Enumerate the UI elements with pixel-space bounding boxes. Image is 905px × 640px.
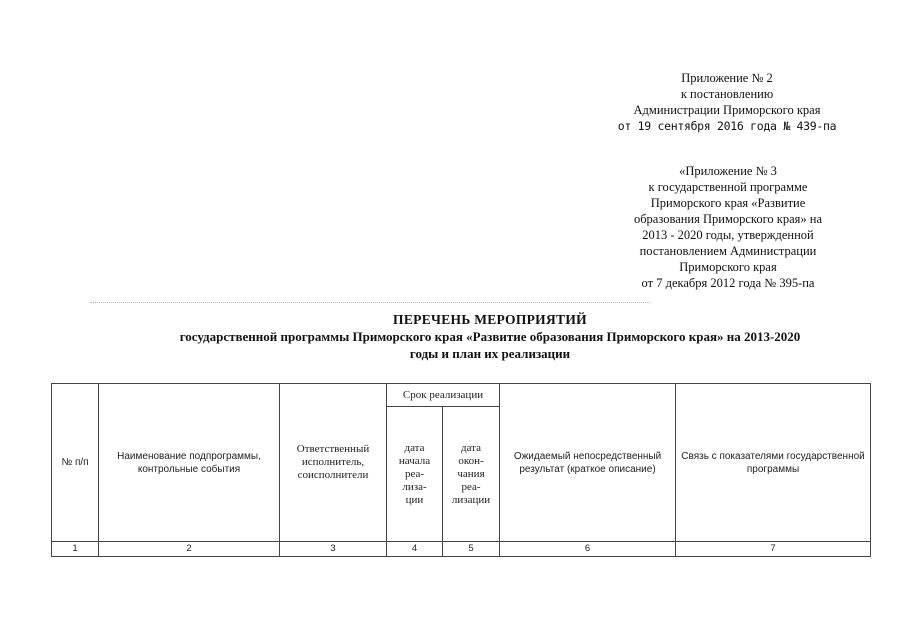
header-num: № п/п — [52, 384, 99, 542]
column-number: 2 — [99, 542, 280, 557]
table-header-row — [52, 384, 871, 407]
header-start-line: ции — [405, 493, 424, 506]
column-number: 6 — [500, 542, 676, 557]
document-subtitle: государственной программы Приморского края «Развитие образования Приморского края» на 2013-2020 — [179, 329, 801, 344]
appendix-main-block — [612, 70, 842, 134]
header-end-date — [443, 407, 500, 542]
document-subtitle-continued: годы и план их реализации — [409, 346, 571, 361]
header-executor: Ответственный исполнитель, соисполнители — [280, 384, 387, 542]
column-number: 4 — [387, 542, 443, 557]
appendix-program-line: Приморского края — [679, 260, 777, 274]
header-end-line: реа- — [461, 480, 481, 493]
appendix-program-line: «Приложение № 3 — [679, 164, 777, 178]
appendix-program-line: 2013 - 2020 годы, утвержденной — [642, 228, 814, 242]
header-start-line: лиза- — [402, 480, 427, 493]
appendix-main-line: Приложение № 2 — [681, 71, 773, 85]
appendix-program-line: к государственной программе — [648, 180, 808, 194]
activities-table — [51, 383, 871, 557]
divider — [90, 302, 650, 304]
column-number: 1 — [52, 542, 99, 557]
header-name: Наименование подпрограммы, контрольные события — [99, 384, 280, 542]
appendix-program-block — [598, 163, 858, 291]
column-number-row — [52, 542, 871, 557]
decree-date-number: от 19 сентября 2016 года № 439-па — [617, 119, 837, 133]
header-end-line: дата — [460, 441, 482, 454]
column-number: 7 — [676, 542, 871, 557]
appendix-main-line: Администрации Приморского края — [633, 103, 821, 117]
header-result: Ожидаемый непосредственный результат (краткое описание) — [500, 384, 676, 542]
header-end-line: лизации — [451, 493, 491, 506]
document-title-block — [100, 311, 880, 362]
document-title: ПЕРЕЧЕНЬ МЕРОПРИЯТИЙ — [393, 312, 587, 327]
header-end-line: чания — [457, 467, 485, 480]
column-number: 5 — [443, 542, 500, 557]
column-number: 3 — [280, 542, 387, 557]
appendix-program-line: от 7 декабря 2012 года № 395-па — [641, 276, 815, 290]
appendix-program-line: образования Приморского края» на — [633, 212, 823, 226]
appendix-main-line: к постановлению — [680, 87, 774, 101]
header-start-line: дата — [404, 441, 425, 454]
appendix-program-line: постановлением Администрации — [639, 244, 817, 258]
header-end-line: окон- — [458, 454, 484, 467]
appendix-program-line: Приморского края «Развитие — [650, 196, 806, 210]
header-start-line: начала — [398, 454, 431, 467]
header-start-line: реа- — [404, 467, 425, 480]
header-term: Срок реализации — [387, 384, 500, 407]
header-start-date — [387, 407, 443, 542]
header-link: Связь с показателями государственной программы — [676, 384, 871, 542]
